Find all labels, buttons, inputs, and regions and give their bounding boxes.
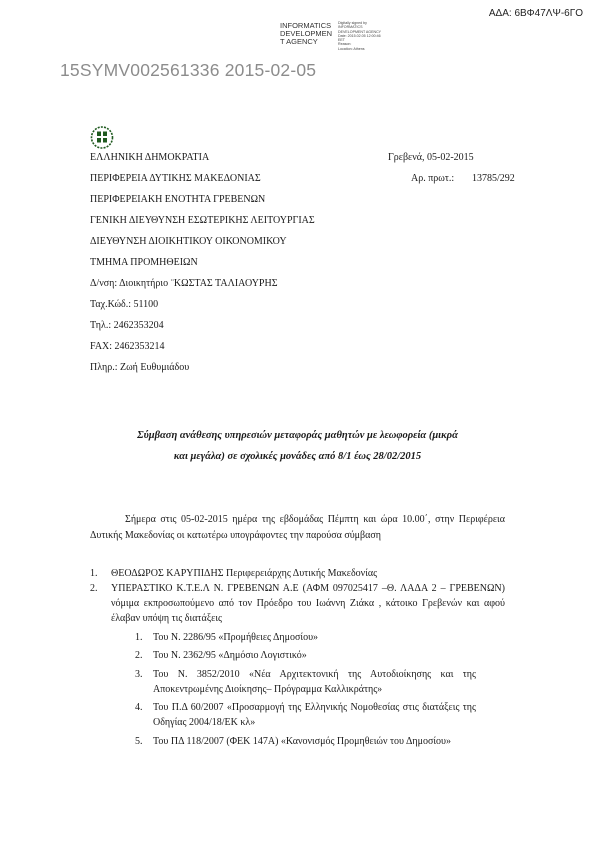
list-text: Του Ν. 3852/2010 «Νέα Αρχιτεκτονική της Αυτοδιοίκησης και της Αποκεντρωμένης Διοίκησης– Πρόγραμμα Καλλικράτης» xyxy=(153,669,476,695)
informatics-line-3: T AGENCY xyxy=(280,37,318,46)
list-number: 3. xyxy=(135,669,143,680)
signature-line: DEVELOPMENT AGENCY xyxy=(338,29,382,34)
digital-signature-block xyxy=(338,21,381,51)
list-item xyxy=(135,734,476,764)
greek-emblem-icon xyxy=(90,126,114,150)
list-number: 1. xyxy=(90,568,98,579)
signature-line: Digitally signed by xyxy=(338,21,367,25)
list-text: Του ΠΔ 118/2007 (ΦΕΚ 147Α) «Κανονισμός Προμηθειών του Δημοσίου» xyxy=(153,736,451,747)
list-text: Του Ν. 2286/95 «Προμήθειες Δημοσίου» xyxy=(153,632,319,643)
header-line: ΕΛΛΗΝΙΚΗ ΔΗΜΟΚΡΑΤΙΑ xyxy=(90,152,210,163)
header-line: ΓΕΝΙΚΗ ΔΙΕΥΘΥΝΣΗ ΕΣΩΤΕΡΙΚΗΣ ΛΕΙΤΟΥΡΓΙΑΣ xyxy=(90,215,315,226)
list-item xyxy=(90,566,505,581)
protocol-label: Αρ. πρωτ.: xyxy=(411,173,455,184)
title-line-2: και μεγάλα) σε σχολικές μονάδες από 8/1 έως 28/02/2015 xyxy=(173,451,422,462)
informatics-line-2: DEVELOPMEN xyxy=(280,29,333,38)
list-number: 4. xyxy=(135,702,143,713)
header-line: ΠΕΡΙΦΕΡΕΙΑΚΗ ΕΝΟΤΗΤΑ ΓΡΕΒΕΝΩΝ xyxy=(90,194,266,205)
list-number: 2. xyxy=(90,583,98,594)
document-id: 15SYMV002561336 2015-02-05 xyxy=(60,60,317,80)
signature-line: Location: Athens xyxy=(338,46,365,51)
header-line: Πληρ.: Ζωή Ευθυμιάδου xyxy=(90,362,190,373)
header-line: Δ/νση: Διοικητήριο ¨ΚΩΣΤΑΣ ΤΑΛΙΑΟΥΡΗΣ xyxy=(90,278,278,289)
header-line: ΤΜΗΜΑ ΠΡΟΜΗΘΕΙΩΝ xyxy=(90,257,198,268)
header-line: ΔΙΕΥΘΥΝΣΗ ΔΙΟΙΚΗΤΙΚΟΥ ΟΙΚΟΝΟΜΙΚΟΥ xyxy=(90,236,287,247)
list-item xyxy=(135,667,476,697)
list-text: ΘΕΟΔΩΡΟΣ ΚΑΡΥΠΙΔΗΣ Περιφερειάρχης Δυτικής Μακεδονίας xyxy=(111,568,378,579)
intro-paragraph xyxy=(90,512,505,544)
list-item xyxy=(135,700,476,730)
list-text: Του Π.Δ 60/2007 «Προσαρμογή της Ελληνικής Νομοθεσίας στις διατάξεις της Οδηγίας 2004/18/ΕΚ κλ» xyxy=(153,702,476,728)
list-item xyxy=(135,630,476,645)
signature-line: EET xyxy=(338,38,345,43)
list-text: Του Ν. 2362/95 «Δημόσιο Λογιστικό» xyxy=(153,650,307,661)
header-line: ΠΕΡΙΦΕΡΕΙΑ ΔΥΤΙΚΗΣ ΜΑΚΕΔΟΝΙΑΣ xyxy=(90,173,261,184)
list-number: 2. xyxy=(135,650,143,661)
list-number: 5. xyxy=(135,736,143,747)
header-line: Ταχ.Κώδ.: 51100 xyxy=(90,299,159,310)
signature-line: Reason: xyxy=(338,42,352,47)
header-line: Τηλ.: 2462353204 xyxy=(90,320,164,331)
intro-text: Σήμερα στις 05-02-2015 ημέρα της εβδομάδας Πέμπτη και ώρα 10.00΄, στην Περιφέρεια Δυτικής Μακεδονίας οι κατωτέρω υπογράφοντες την παρούσα σύμβαση xyxy=(90,514,505,541)
protocol-number: 13785/292 xyxy=(472,173,515,184)
informatics-line-1: INFORMATICS xyxy=(280,21,332,30)
document-date: Γρεβενά, 05-02-2015 xyxy=(388,152,474,163)
signature-line: INFORMATICS xyxy=(338,25,363,30)
list-number: 1. xyxy=(135,632,143,643)
header-line: FAX: 2462353214 xyxy=(90,341,165,352)
list-text: ΥΠΕΡΑΣΤΙΚΟ Κ.Τ.Ε.Λ Ν. ΓΡΕΒΕΝΩΝ Α.Ε (ΑΦΜ 097025417 –Θ. ΛΑΔΑ 2 – ΓΡΕΒΕΝΩΝ) νόμιμα εκπροσωπούμενο από τον Πρόεδρο του Ιωάννη Ζιάκα , κάτοικο Γρεβενών και αφού έλαβαν υπόψη τις διατάξεις xyxy=(111,583,505,624)
ada-code: ΑΔΑ: 6ΒΦ47ΛΨ-6ΓΟ xyxy=(488,8,583,19)
title-line-1: Σύμβαση ανάθεσης υπηρεσιών μεταφοράς μαθητών με λεωφορεία (μικρά xyxy=(137,430,458,441)
list-item xyxy=(135,648,476,663)
list-item xyxy=(90,581,505,626)
signature-line: Date: 2015.02.05 12:00:46 xyxy=(338,33,381,38)
informatics-agency-label xyxy=(280,22,332,46)
contract-title xyxy=(0,425,595,467)
